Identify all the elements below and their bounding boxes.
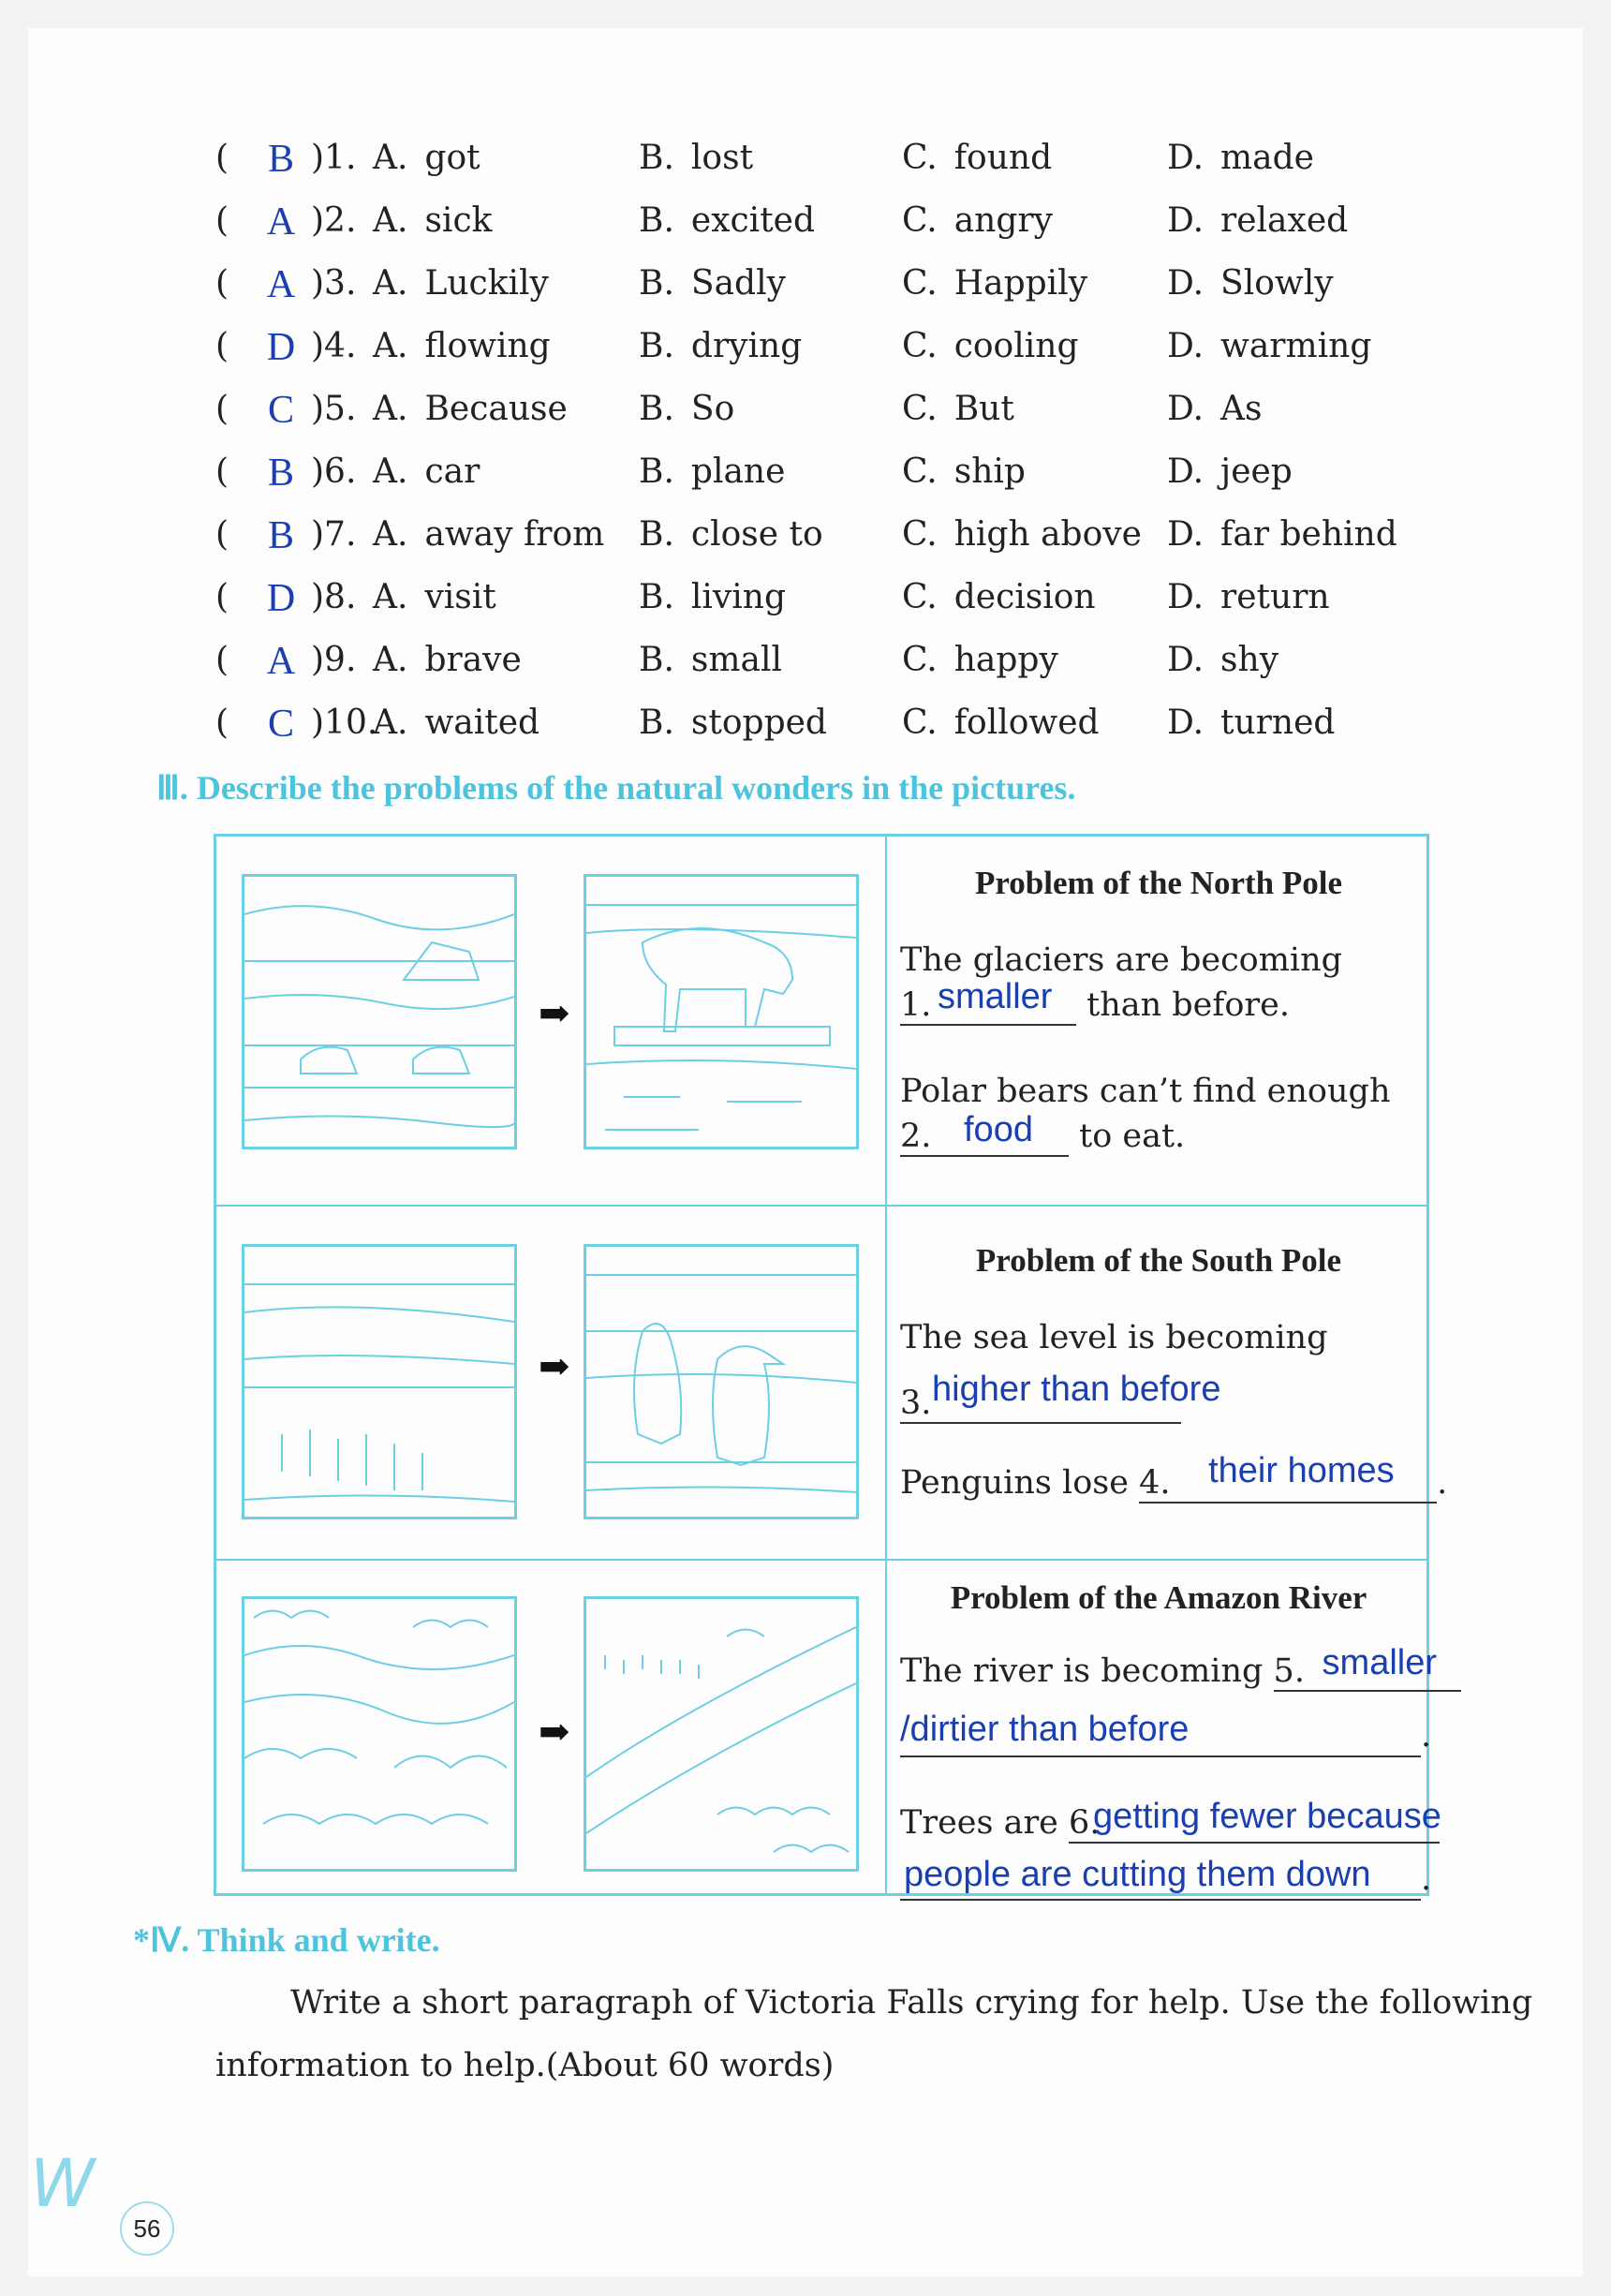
- open-paren: (: [215, 515, 229, 554]
- option-text: brave: [424, 641, 522, 679]
- open-paren: (: [215, 139, 229, 177]
- blank-1: [900, 977, 1076, 1026]
- blank-5-continued: [900, 1710, 1421, 1757]
- option-label: D.: [1167, 264, 1205, 303]
- south-pole-before-picture: [242, 1244, 517, 1519]
- option-label: C.: [902, 201, 938, 240]
- question-number: )6.: [311, 452, 357, 491]
- amazon-end-5: .: [1421, 1717, 1432, 1755]
- option-text: So: [690, 390, 735, 428]
- option-text: made: [1220, 139, 1314, 177]
- amazon-pre-5: The river is becoming: [900, 1652, 1264, 1690]
- option-a: [373, 641, 522, 679]
- option-text: high above: [953, 515, 1142, 554]
- handwritten-answer: C: [267, 703, 294, 746]
- option-label: B.: [639, 327, 674, 365]
- option-d: [1167, 578, 1330, 616]
- answer-6: getting fewer because: [1093, 1797, 1441, 1836]
- north-pole-row: [216, 837, 1426, 1207]
- option-label: B.: [639, 390, 674, 428]
- blank-2-number: 2.: [900, 1118, 932, 1155]
- option-text: lost: [690, 139, 754, 177]
- option-a: [373, 578, 496, 616]
- option-b: [639, 515, 823, 554]
- option-b: [639, 264, 786, 303]
- option-text: far behind: [1220, 515, 1397, 554]
- north-pole-text: [900, 837, 1417, 1205]
- option-b: [639, 139, 753, 177]
- open-paren: (: [215, 704, 229, 742]
- question-row: [215, 390, 1433, 452]
- option-text: Slowly: [1220, 264, 1334, 303]
- option-c: [902, 515, 1142, 554]
- option-text: sick: [424, 201, 493, 240]
- answer-6-continued: people are cutting them down: [904, 1855, 1371, 1894]
- question-row: [215, 452, 1433, 515]
- south-pole-pictures: [216, 1207, 887, 1559]
- amazon-line-4: [900, 1855, 1432, 1901]
- amazon-pictures: [216, 1561, 887, 1893]
- option-c: [902, 264, 1087, 303]
- option-text: Sadly: [690, 264, 786, 303]
- amazon-text: [900, 1561, 1441, 1898]
- option-text: angry: [953, 201, 1053, 240]
- option-text: jeep: [1220, 452, 1293, 491]
- option-b: [639, 641, 782, 679]
- option-label: A.: [373, 704, 408, 742]
- option-label: D.: [1167, 578, 1205, 616]
- south-pole-text: [900, 1207, 1448, 1559]
- blank-6-continued: [900, 1855, 1421, 1901]
- amazon-line-1: [900, 1643, 1461, 1692]
- option-d: [1167, 201, 1348, 240]
- south-pole-after-picture: [584, 1244, 859, 1519]
- north-line-3: Polar bears can’t find enough: [900, 1073, 1391, 1110]
- option-label: A.: [373, 264, 408, 303]
- open-paren: (: [215, 641, 229, 679]
- amazon-title: Problem of the Amazon River: [950, 1579, 1367, 1616]
- option-label: C.: [902, 515, 938, 554]
- handwritten-answer: B: [267, 514, 294, 557]
- option-text: Luckily: [424, 264, 549, 303]
- handwritten-answer: A: [266, 200, 296, 244]
- option-label: C.: [902, 578, 938, 616]
- answer-4: their homes: [1208, 1451, 1395, 1490]
- option-c: [902, 327, 1079, 365]
- option-label: C.: [902, 704, 938, 742]
- option-text: close to: [690, 515, 823, 554]
- south-pole-row: [216, 1207, 1448, 1561]
- north-pole-pictures: [216, 837, 887, 1205]
- question-number: )7.: [311, 515, 357, 554]
- handwritten-answer: C: [267, 389, 294, 432]
- north-line-1: The glaciers are becoming: [900, 941, 1343, 979]
- option-text: visit: [424, 578, 496, 616]
- arrow-icon: ➡: [539, 1711, 570, 1754]
- handwritten-answer: A: [266, 263, 296, 306]
- option-d: [1167, 264, 1334, 303]
- option-label: A.: [373, 139, 408, 177]
- option-label: B.: [639, 641, 674, 679]
- amazon-end-6: .: [1421, 1860, 1432, 1898]
- option-text: stopped: [690, 704, 827, 742]
- option-text: living: [690, 578, 787, 616]
- option-text: But: [953, 390, 1014, 428]
- option-label: A.: [373, 641, 408, 679]
- option-label: B.: [639, 704, 674, 742]
- north-pole-before-picture: [242, 874, 517, 1149]
- amazon-before-picture: [242, 1596, 517, 1872]
- option-label: B.: [639, 578, 674, 616]
- north-line-2: [900, 977, 1290, 1026]
- option-d: [1167, 452, 1293, 491]
- option-label: C.: [902, 139, 938, 177]
- question-number: )5.: [311, 390, 357, 428]
- option-text: return: [1220, 578, 1330, 616]
- question-row: [215, 327, 1433, 390]
- handwritten-answer: B: [267, 138, 294, 181]
- option-label: B.: [639, 201, 674, 240]
- option-label: D.: [1167, 201, 1205, 240]
- option-text: decision: [953, 578, 1096, 616]
- option-c: [902, 390, 1014, 428]
- question-row: [215, 704, 1433, 766]
- north-after-1: than before.: [1086, 986, 1290, 1024]
- south-pole-title: Problem of the South Pole: [975, 1242, 1342, 1279]
- option-text: got: [424, 139, 480, 177]
- option-text: Because: [424, 390, 568, 428]
- option-label: D.: [1167, 139, 1205, 177]
- amazon-line-2: [900, 1710, 1432, 1757]
- option-label: B.: [639, 452, 674, 491]
- open-paren: (: [215, 578, 229, 616]
- option-label: D.: [1167, 390, 1205, 428]
- handwritten-answer: D: [266, 577, 296, 620]
- option-text: car: [424, 452, 480, 491]
- option-label: C.: [902, 641, 938, 679]
- option-text: drying: [690, 327, 803, 365]
- problems-table: [214, 834, 1448, 1898]
- question-number: )2.: [311, 201, 357, 240]
- blank-4: [1139, 1451, 1437, 1504]
- blank-5-number: 5.: [1273, 1652, 1305, 1690]
- option-text: happy: [953, 641, 1058, 679]
- answer-3: higher than before: [932, 1370, 1221, 1409]
- answer-5-continued: /dirtier than before: [900, 1710, 1190, 1749]
- w-logo-icon: W: [30, 2145, 96, 2222]
- option-label: D.: [1167, 515, 1205, 554]
- north-pole-title: Problem of the North Pole: [974, 865, 1343, 901]
- option-a: [373, 139, 480, 177]
- question-row: [215, 515, 1433, 578]
- option-b: [639, 452, 785, 491]
- answer-5: smaller: [1322, 1643, 1438, 1682]
- question-row: [215, 641, 1433, 704]
- answer-2: food: [964, 1110, 1033, 1149]
- option-label: C.: [902, 390, 938, 428]
- option-text: Happily: [953, 264, 1088, 303]
- option-d: [1167, 515, 1397, 554]
- option-a: [373, 704, 539, 742]
- option-label: D.: [1167, 327, 1205, 365]
- option-text: As: [1220, 390, 1263, 428]
- open-paren: (: [215, 390, 229, 428]
- option-a: [373, 201, 492, 240]
- south-line-3: [900, 1451, 1448, 1504]
- option-label: A.: [373, 390, 408, 428]
- option-label: A.: [373, 515, 408, 554]
- blank-3-number: 3.: [900, 1385, 932, 1422]
- option-a: [373, 390, 568, 428]
- option-text: excited: [690, 201, 816, 240]
- question-row: [215, 139, 1433, 201]
- amazon-row: [216, 1561, 1441, 1898]
- option-d: [1167, 327, 1371, 365]
- option-text: found: [953, 139, 1053, 177]
- amazon-line-3: [900, 1797, 1441, 1844]
- north-line-4: [900, 1110, 1186, 1157]
- option-d: [1167, 390, 1263, 428]
- handwritten-answer: B: [267, 452, 294, 495]
- option-d: [1167, 641, 1278, 679]
- option-label: A.: [373, 578, 408, 616]
- open-paren: (: [215, 264, 229, 303]
- blank-2: [900, 1110, 1069, 1157]
- arrow-icon: ➡: [539, 1345, 570, 1388]
- question-number: )1.: [311, 139, 357, 177]
- option-text: away from: [424, 515, 605, 554]
- option-b: [639, 201, 815, 240]
- option-label: D.: [1167, 641, 1205, 679]
- open-paren: (: [215, 452, 229, 491]
- option-text: small: [690, 641, 783, 679]
- handwritten-answer: D: [266, 326, 296, 369]
- blank-6: [1069, 1797, 1441, 1844]
- south-pre-4: Penguins lose: [900, 1464, 1129, 1502]
- amazon-after-picture: [584, 1596, 859, 1872]
- option-c: [902, 578, 1096, 616]
- section-4-paragraph-line-1: Write a short paragraph of Victoria Falls crying for help. Use the following: [290, 1984, 1533, 2022]
- option-text: turned: [1220, 704, 1336, 742]
- question-number: )8.: [311, 578, 357, 616]
- option-b: [639, 390, 734, 428]
- option-label: A.: [373, 452, 408, 491]
- question-row: [215, 578, 1433, 641]
- question-row: [215, 264, 1433, 327]
- option-label: D.: [1167, 452, 1205, 491]
- answer-1: smaller: [938, 977, 1053, 1016]
- north-after-2: to eat.: [1079, 1118, 1186, 1155]
- page-number: 56: [120, 2201, 174, 2256]
- option-label: B.: [639, 515, 674, 554]
- blank-1-number: 1.: [900, 986, 932, 1024]
- blank-5: [1273, 1643, 1461, 1692]
- blank-6-number: 6.: [1069, 1804, 1101, 1842]
- blank-4-number: 4.: [1139, 1464, 1171, 1502]
- option-c: [902, 201, 1053, 240]
- open-paren: (: [215, 327, 229, 365]
- south-line-1: The sea level is becoming: [900, 1319, 1328, 1356]
- option-text: flowing: [424, 327, 551, 365]
- option-c: [902, 452, 1026, 491]
- option-b: [639, 578, 786, 616]
- question-number: )9.: [311, 641, 357, 679]
- option-a: [373, 327, 551, 365]
- amazon-pre-6: Trees are: [900, 1804, 1058, 1842]
- option-c: [902, 704, 1100, 742]
- option-a: [373, 452, 480, 491]
- option-d: [1167, 139, 1314, 177]
- option-text: ship: [953, 452, 1026, 491]
- option-label: B.: [639, 139, 674, 177]
- option-text: warming: [1220, 327, 1372, 365]
- question-number: )10.: [311, 704, 378, 742]
- south-end-4: .: [1437, 1464, 1448, 1502]
- option-a: [373, 264, 549, 303]
- multiple-choice-list: [215, 139, 1433, 766]
- open-paren: (: [215, 201, 229, 240]
- south-line-2: [900, 1370, 1221, 1424]
- option-text: waited: [424, 704, 540, 742]
- option-label: C.: [902, 452, 938, 491]
- option-b: [639, 327, 802, 365]
- option-text: plane: [690, 452, 786, 491]
- option-label: B.: [639, 264, 674, 303]
- section-4-paragraph-line-2: information to help.(About 60 words): [215, 2047, 835, 2084]
- option-c: [902, 139, 1052, 177]
- option-label: C.: [902, 327, 938, 365]
- blank-3: [900, 1370, 1221, 1424]
- question-number: )3.: [311, 264, 357, 303]
- option-label: A.: [373, 327, 408, 365]
- option-label: D.: [1167, 704, 1205, 742]
- option-text: shy: [1220, 641, 1279, 679]
- arrow-icon: ➡: [539, 992, 570, 1035]
- option-text: relaxed: [1220, 201, 1349, 240]
- option-label: A.: [373, 201, 408, 240]
- option-text: followed: [953, 704, 1100, 742]
- section-3-title: Ⅲ. Describe the problems of the natural wonders in the pictures.: [156, 769, 1076, 807]
- option-label: C.: [902, 264, 938, 303]
- option-c: [902, 641, 1058, 679]
- question-row: [215, 201, 1433, 264]
- option-d: [1167, 704, 1335, 742]
- question-number: )4.: [311, 327, 357, 365]
- section-4-title: *Ⅳ. Think and write.: [133, 1921, 440, 1959]
- north-pole-after-picture: [584, 874, 859, 1149]
- option-b: [639, 704, 827, 742]
- option-text: cooling: [953, 327, 1079, 365]
- option-a: [373, 515, 604, 554]
- handwritten-answer: A: [266, 640, 296, 683]
